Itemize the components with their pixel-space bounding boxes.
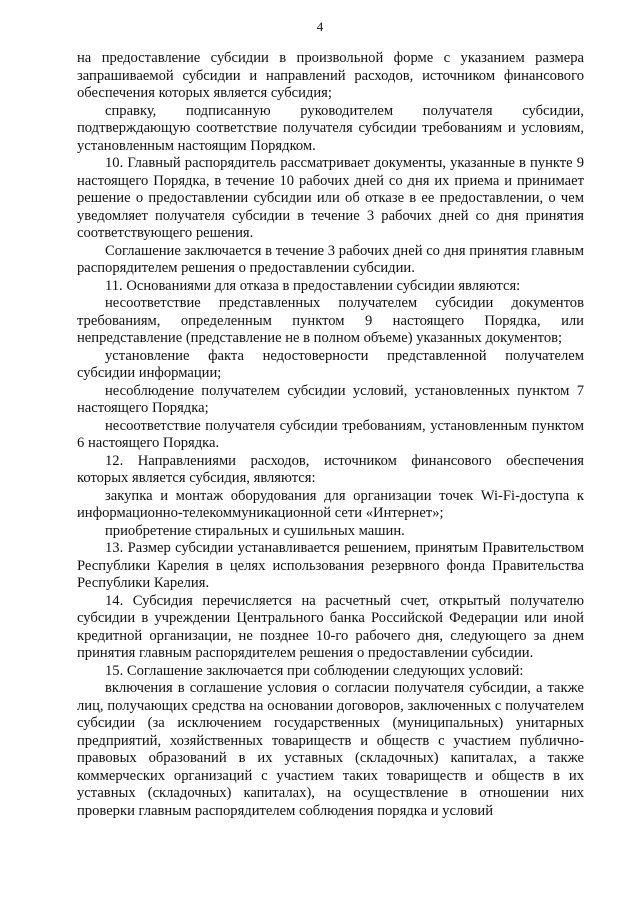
paragraph: установление факта недостоверности представленной получателем субсидии информации;	[77, 347, 584, 381]
paragraph: на предоставление субсидии в произвольной форме с указанием размера запрашиваемой субсидии и направлений расходов, источником финансового обеспечения которых является субсидия;	[77, 50, 584, 101]
paragraph: Соглашение заключается в течение 3 рабочих дней со дня принятия главным распорядителем решения о предоставлении субсидии.	[77, 242, 584, 276]
paragraph: несоблюдение получателем субсидии условий, установленных пунктом 7 настоящего Порядка;	[77, 382, 584, 416]
paragraph: справку, подписанную руководителем получателя субсидии, подтверждающую соответствие получателя субсидии требованиям и условиям, установленным настоящим Порядком.	[77, 102, 584, 154]
paragraph: 14. Субсидия перечисляется на расчетный счет, открытый получателю субсидии в учреждении Центрального банка Российской Федерации или иной кредитной организации, не позднее 10-го рабочего дня, следующего за днем принятия главным распорядителем решения о предоставлении субсидии.	[77, 592, 584, 661]
paragraph: приобретение стиральных и сушильных машин.	[105, 522, 405, 539]
document-body	[77, 50, 584, 820]
paragraph: 15. Соглашение заключается при соблюдении следующих условий:	[105, 662, 524, 679]
paragraph: включения в соглашение условия о согласии получателя субсидии, а также лиц, получающих средства на основании договоров, заключенных с получателем субсидии (за исключением государственных (муниципальных) унитарных предприятий, хозяйственных товариществ и обществ с участием публично-правовых образований в их уставных (складочных) капиталах, а также коммерческих организаций с участием таких товариществ и обществ в их уставных (складочных) капиталах), на осуществление в отношении них проверки главным распорядителем соблюдения порядка и условий	[77, 680, 584, 819]
paragraph: 13. Размер субсидии устанавливается решением, принятым Правительством Республики Карелия в целях использования резервного фонда Правительства Республики Карелия.	[77, 540, 584, 591]
paragraph: закупка и монтаж оборудования для организации точек Wi-Fi-доступа к информационно-телекоммуникационной сети «Интернет»;	[77, 487, 584, 521]
paragraph: 12. Направлениями расходов, источником финансового обеспечения которых является субсидия, являются:	[77, 452, 584, 486]
paragraph: несоответствие получателя субсидии требованиям, установленным пунктом 6 настоящего Порядка.	[77, 417, 584, 451]
page-number: 4	[316, 19, 324, 34]
paragraph: 10. Главный распорядитель рассматривает документы, указанные в пункте 9 настоящего Порядка, в течение 10 рабочих дней со дня их приема и принимает решение о предоставлении субсидии или об отказе в ее предоставлении, о чем уведомляет получателя субсидии в течение 3 рабочих дней со дня принятия соответствующего решения.	[77, 155, 584, 241]
paragraph: несоответствие представленных получателем субсидии документов требованиям, определенным пунктом 9 настоящего Порядка, или непредставление (представление не в полном объеме) указанных документов;	[77, 295, 584, 346]
paragraph: 11. Основаниями для отказа в предоставлении субсидии являются:	[105, 277, 521, 294]
